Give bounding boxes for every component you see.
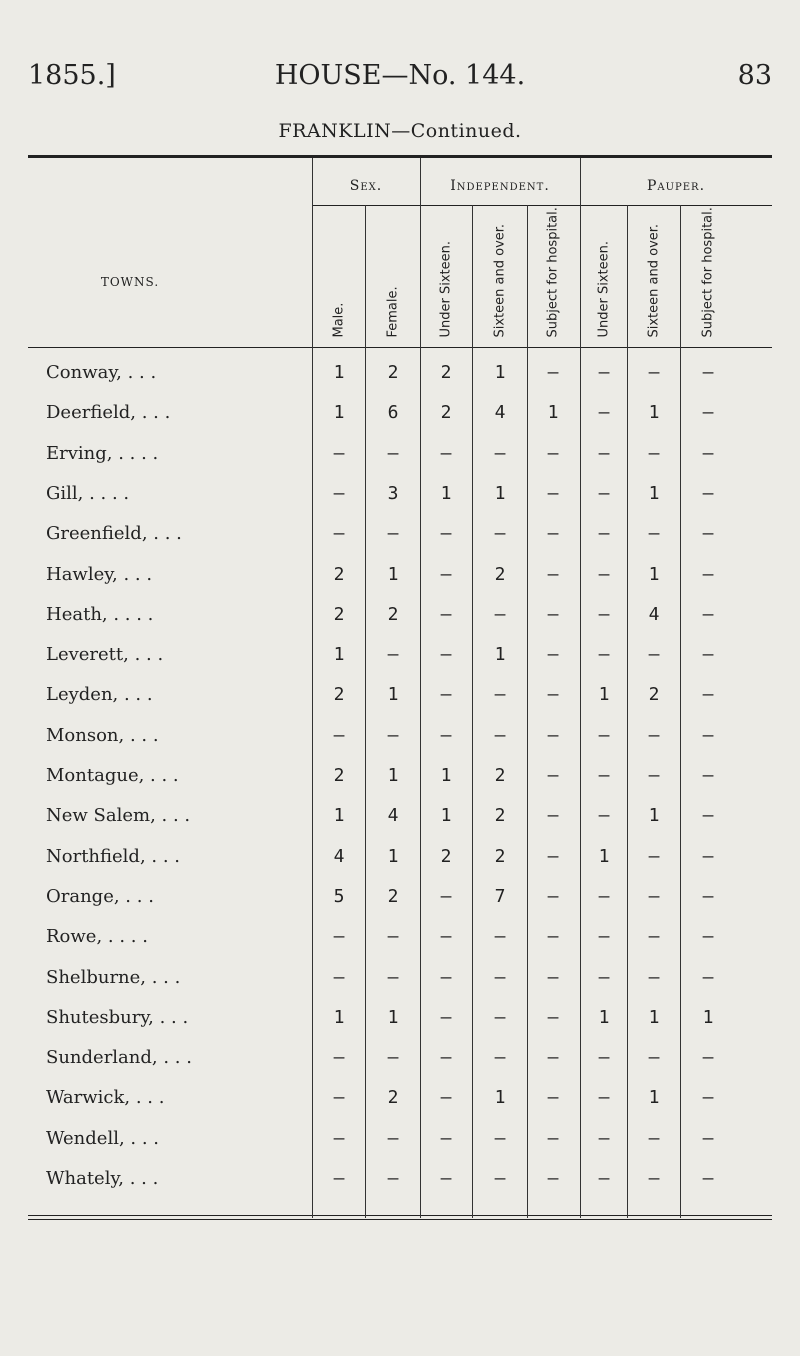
table-cell: – <box>648 523 660 545</box>
table-cell: 5 <box>333 885 345 907</box>
table-cell: – <box>702 966 714 988</box>
column-header-label: Under Sixteen. <box>596 240 612 338</box>
table-cell: – <box>598 765 610 786</box>
table-cell: – <box>333 966 345 988</box>
town-name: New Salem, . . . <box>46 805 191 827</box>
table-cell: – <box>648 885 660 907</box>
table-row <box>0 967 800 1007</box>
table-cell: – <box>702 402 714 424</box>
column-header-label: Subject for hospital. <box>700 207 716 338</box>
table-cell: – <box>702 442 714 464</box>
table-cell: 2 <box>333 765 345 786</box>
table-cell: – <box>547 362 559 383</box>
table-row <box>0 362 800 402</box>
table-row <box>0 523 800 563</box>
town-name: Deerfield, . . . <box>46 402 171 424</box>
table-bottom-rule <box>28 1215 772 1216</box>
table-cell: – <box>547 482 559 504</box>
table-cell: – <box>494 966 506 988</box>
table-cell: – <box>547 765 559 786</box>
table-cell: – <box>494 1006 506 1028</box>
table-cell: 2 <box>440 362 452 383</box>
table-row <box>0 684 800 724</box>
column-header-label: Sixteen and over. <box>646 223 662 338</box>
table-cell: 1 <box>648 1006 660 1028</box>
table-cell: – <box>598 805 610 827</box>
table-cell: 1 <box>387 845 399 867</box>
table-cell: – <box>547 523 559 545</box>
table-cell: – <box>333 442 345 464</box>
table-cell: – <box>494 523 506 545</box>
table-cell: – <box>648 644 660 666</box>
towns-column-header: TOWNS. <box>100 275 160 289</box>
table-cell: – <box>333 482 345 504</box>
table-cell: 1 <box>648 563 660 585</box>
column-header-independent-sixteen-and-over <box>490 210 510 345</box>
town-name: Wendell, . . . <box>46 1127 160 1149</box>
table-cell: – <box>440 885 452 907</box>
table-cell: – <box>440 442 452 464</box>
table-cell: – <box>702 885 714 907</box>
table-cell: – <box>547 1047 559 1069</box>
table-cell: – <box>547 966 559 988</box>
table-cell: – <box>598 442 610 464</box>
town-name: Warwick, . . . <box>46 1087 165 1109</box>
table-cell: 1 <box>333 402 345 424</box>
table-cell: – <box>387 523 399 545</box>
table-cell: – <box>547 603 559 625</box>
table-cell: – <box>598 362 610 383</box>
table-cell: 4 <box>494 402 506 424</box>
table-cell: 1 <box>333 1006 345 1028</box>
table-cell: – <box>547 845 559 867</box>
table-cell: – <box>440 523 452 545</box>
table-cell: 1 <box>702 1006 714 1028</box>
table-row <box>0 604 800 644</box>
table-cell: 1 <box>387 684 399 706</box>
table-cell: 1 <box>333 805 345 827</box>
table-cell: – <box>547 1087 559 1109</box>
table-cell: – <box>547 563 559 585</box>
table-cell: – <box>702 603 714 625</box>
table-cell: 2 <box>648 684 660 706</box>
table-cell: – <box>598 1168 610 1189</box>
table-cell: 2 <box>387 1087 399 1109</box>
column-header-label: Male. <box>331 302 347 338</box>
column-header-female <box>383 210 403 345</box>
town-name: Orange, . . . <box>46 885 154 907</box>
table-cell: – <box>598 724 610 746</box>
table-cell: – <box>648 765 660 786</box>
table-cell: – <box>702 1127 714 1149</box>
column-header-label: Under Sixteen. <box>438 240 454 338</box>
table-cell: – <box>440 563 452 585</box>
column-header-label: Sixteen and over. <box>492 223 508 338</box>
table-cell: – <box>598 1087 610 1109</box>
table-cell: – <box>702 684 714 706</box>
table-row <box>0 1128 800 1168</box>
table-cell: 3 <box>387 482 399 504</box>
table-cell: – <box>440 603 452 625</box>
table-cell: 1 <box>598 1006 610 1028</box>
town-name: Gill, . . . . <box>46 482 130 504</box>
table-cell: – <box>598 926 610 948</box>
table-cell: 6 <box>387 402 399 424</box>
table-cell: – <box>494 1168 506 1189</box>
table-cell: – <box>547 1006 559 1028</box>
table-cell: – <box>440 1127 452 1149</box>
table-row <box>0 483 800 523</box>
table-cell: – <box>440 1168 452 1189</box>
town-name: Greenfield, . . . <box>46 523 182 545</box>
table-cell: 1 <box>494 482 506 504</box>
table-cell: 2 <box>333 563 345 585</box>
table-cell: – <box>702 644 714 666</box>
table-cell: 1 <box>387 563 399 585</box>
table-cell: – <box>333 1127 345 1149</box>
table-cell: 1 <box>333 362 345 383</box>
table-cell: – <box>440 684 452 706</box>
table-cell: 1 <box>387 1006 399 1028</box>
table-cell: 1 <box>648 805 660 827</box>
table-cell: 2 <box>333 603 345 625</box>
table-cell: 1 <box>387 765 399 786</box>
table-cell: – <box>598 482 610 504</box>
table-cell: – <box>648 926 660 948</box>
table-cell: – <box>702 563 714 585</box>
table-cell: – <box>702 845 714 867</box>
table-cell: – <box>702 1047 714 1069</box>
table-cell: – <box>648 1047 660 1069</box>
table-cell: – <box>494 442 506 464</box>
table-cell: – <box>440 644 452 666</box>
table-cell: – <box>333 1168 345 1189</box>
table-cell: – <box>440 1047 452 1069</box>
table-cell: 2 <box>494 765 506 786</box>
town-name: Shutesbury, . . . <box>46 1006 189 1028</box>
table-cell: 2 <box>440 402 452 424</box>
column-header-pauper-under-sixteen <box>594 210 614 345</box>
table-cell: – <box>387 724 399 746</box>
table-cell: – <box>387 1127 399 1149</box>
table-cell: – <box>702 724 714 746</box>
table-cell: – <box>702 523 714 545</box>
column-header-independent-under-sixteen <box>436 210 456 345</box>
table-cell: – <box>440 1087 452 1109</box>
table-cell: – <box>333 1087 345 1109</box>
table-cell: – <box>333 523 345 545</box>
table-cell: – <box>387 1047 399 1069</box>
table-cell: 2 <box>494 845 506 867</box>
table-cell: 1 <box>648 402 660 424</box>
table-cell: 1 <box>494 1087 506 1109</box>
table-cell: 1 <box>333 644 345 666</box>
table-cell: – <box>598 523 610 545</box>
table-row <box>0 402 800 442</box>
table-cell: – <box>494 1127 506 1149</box>
table-cell: – <box>333 926 345 948</box>
table-cell: 1 <box>440 765 452 786</box>
table-cell: – <box>494 603 506 625</box>
table-cell: 1 <box>648 482 660 504</box>
page-title: FRANKLIN—Continued. <box>278 120 522 142</box>
table-cell: – <box>648 966 660 988</box>
table-cell: – <box>702 362 714 383</box>
table-cell: 1 <box>598 845 610 867</box>
table-cell: – <box>440 926 452 948</box>
table-cell: 2 <box>494 805 506 827</box>
table-cell: – <box>547 644 559 666</box>
table-cell: – <box>648 845 660 867</box>
table-row <box>0 1007 800 1047</box>
table-cell: 1 <box>440 805 452 827</box>
table-row <box>0 443 800 483</box>
group-header-rule <box>312 205 772 206</box>
town-name: Sunderland, . . . <box>46 1047 192 1069</box>
table-cell: – <box>598 603 610 625</box>
running-head-document: HOUSE—No. 144. <box>274 60 526 91</box>
table-bottom-rule-double <box>28 1219 772 1220</box>
table-cell: – <box>598 885 610 907</box>
table-cell: – <box>648 724 660 746</box>
table-cell: – <box>648 362 660 383</box>
table-cell: – <box>387 966 399 988</box>
column-header-label: Subject for hospital. <box>545 207 561 338</box>
town-name: Leyden, . . . <box>46 684 153 706</box>
town-name: Northfield, . . . <box>46 845 181 867</box>
table-cell: – <box>702 765 714 786</box>
column-header-pauper-sixteen-and-over <box>644 210 664 345</box>
table-cell: – <box>547 1168 559 1189</box>
table-cell: – <box>547 1127 559 1149</box>
table-cell: 1 <box>440 482 452 504</box>
table-cell: – <box>440 966 452 988</box>
table-cell: – <box>333 1047 345 1069</box>
table-cell: – <box>387 644 399 666</box>
table-cell: – <box>387 926 399 948</box>
table-cell: – <box>547 926 559 948</box>
table-cell: – <box>598 644 610 666</box>
town-name: Leverett, . . . <box>46 644 164 666</box>
table-cell: – <box>702 1168 714 1189</box>
table-row <box>0 1168 800 1208</box>
table-cell: – <box>598 402 610 424</box>
table-row <box>0 926 800 966</box>
table-row <box>0 1087 800 1127</box>
table-cell: – <box>440 724 452 746</box>
table-cell: – <box>702 926 714 948</box>
town-name: Montague, . . . <box>46 765 179 786</box>
table-cell: – <box>387 1168 399 1189</box>
town-name: Conway, . . . <box>46 362 157 383</box>
table-cell: – <box>648 1127 660 1149</box>
table-cell: 7 <box>494 885 506 907</box>
table-cell: – <box>648 1168 660 1189</box>
table-row <box>0 1047 800 1087</box>
column-header-pauper-hospital <box>698 207 718 345</box>
table-cell: 4 <box>387 805 399 827</box>
town-name: Rowe, . . . . <box>46 926 148 948</box>
table-cell: – <box>598 1047 610 1069</box>
table-cell: – <box>702 1087 714 1109</box>
table-cell: 4 <box>648 603 660 625</box>
table-cell: – <box>494 926 506 948</box>
table-row <box>0 846 800 886</box>
group-header-independent: Independent. <box>450 178 550 194</box>
table-row <box>0 564 800 604</box>
header-bottom-rule <box>28 347 772 348</box>
table-cell: – <box>547 684 559 706</box>
table-cell: – <box>494 684 506 706</box>
table-row <box>0 644 800 684</box>
page-number: 83 <box>737 60 772 91</box>
table-cell: – <box>598 1127 610 1149</box>
table-cell: 4 <box>333 845 345 867</box>
table-cell: – <box>598 966 610 988</box>
table-cell: – <box>547 885 559 907</box>
table-cell: – <box>702 482 714 504</box>
table-cell: 1 <box>494 362 506 383</box>
table-cell: 2 <box>387 603 399 625</box>
table-cell: – <box>494 1047 506 1069</box>
column-header-independent-hospital <box>543 207 563 345</box>
table-cell: – <box>387 442 399 464</box>
table-cell: – <box>494 724 506 746</box>
table-cell: – <box>333 724 345 746</box>
table-cell: 2 <box>333 684 345 706</box>
table-row <box>0 805 800 845</box>
table-cell: 1 <box>547 402 559 424</box>
table-cell: 1 <box>494 644 506 666</box>
table-cell: 2 <box>440 845 452 867</box>
table-cell: – <box>547 805 559 827</box>
table-row <box>0 725 800 765</box>
table-cell: – <box>547 724 559 746</box>
town-name: Monson, . . . <box>46 724 159 746</box>
table-cell: – <box>702 805 714 827</box>
table-cell: – <box>547 442 559 464</box>
column-header-male <box>329 210 349 345</box>
table-cell: 2 <box>494 563 506 585</box>
table-cell: 2 <box>387 885 399 907</box>
table-cell: – <box>440 1006 452 1028</box>
town-name: Shelburne, . . . <box>46 966 181 988</box>
table-top-rule <box>28 155 772 158</box>
table-cell: – <box>598 563 610 585</box>
town-name: Whately, . . . <box>46 1168 159 1189</box>
running-head-year: 1855.] <box>28 60 116 91</box>
town-name: Heath, . . . . <box>46 603 154 625</box>
town-name: Erving, . . . . <box>46 442 159 464</box>
table-row <box>0 886 800 926</box>
table-cell: – <box>648 442 660 464</box>
table-cell: 1 <box>598 684 610 706</box>
table-cell: 2 <box>387 362 399 383</box>
town-name: Hawley, . . . <box>46 563 153 585</box>
group-header-pauper: Pauper. <box>646 178 706 194</box>
column-header-label: Female. <box>385 286 401 338</box>
group-header-sex: Sex. <box>349 178 383 194</box>
table-cell: 1 <box>648 1087 660 1109</box>
table-row <box>0 765 800 805</box>
